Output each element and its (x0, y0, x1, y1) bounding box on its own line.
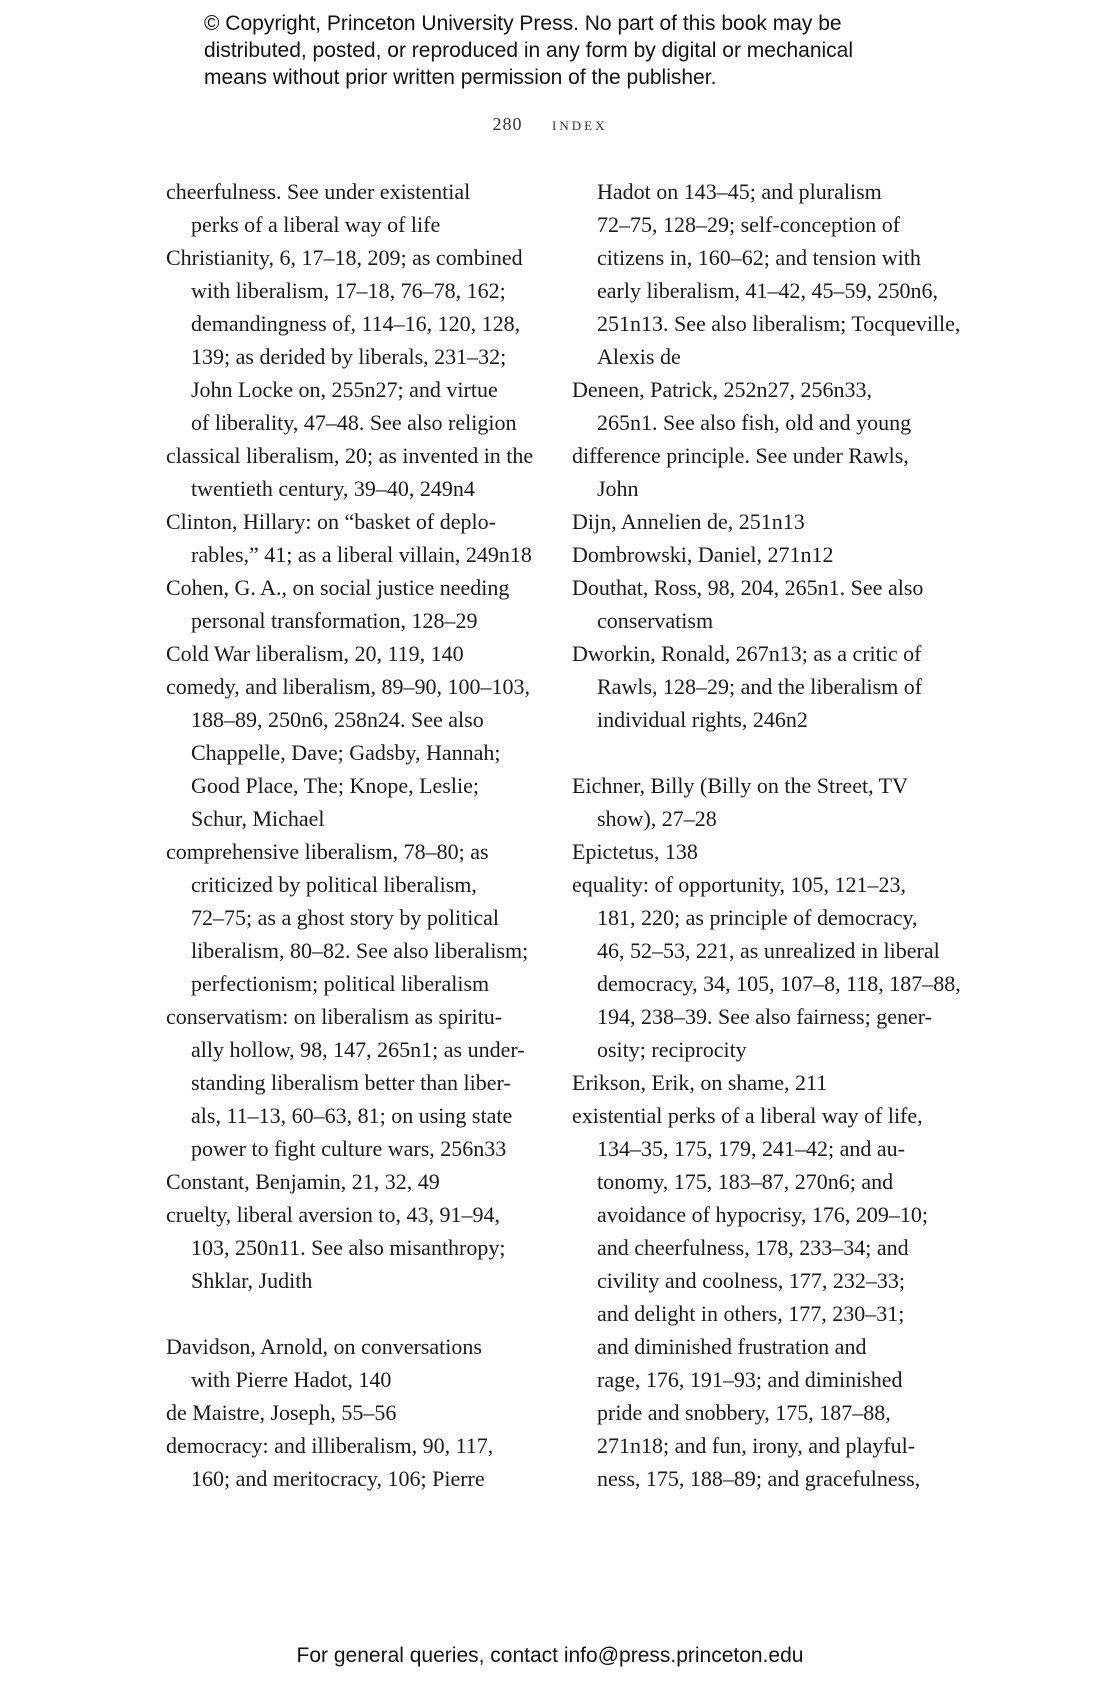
index-entry-continuation: with liberalism, 17–18, 76–78, 162; (191, 278, 506, 303)
index-entry: Erikson, Erik, on shame, 211 (572, 1070, 828, 1095)
section-gap (166, 1297, 538, 1330)
index-entry: classical liberalism, 20; as invented in the (166, 443, 534, 468)
page-number: 280 (492, 114, 523, 134)
index-entry-continuation: standing liberalism better than liber- (191, 1070, 511, 1095)
index-entry: conservatism: on liberalism as spiritu- (166, 1004, 503, 1029)
index-entry-continuation: 194, 238–39. See also fairness; gener- (597, 1004, 932, 1029)
index-entry-continuation: Alexis de (597, 344, 681, 369)
index-entry-continuation: perfectionism; political liberalism (191, 971, 490, 996)
index-entry: Douthat, Ross, 98, 204, 265n1. See also (572, 575, 924, 600)
index-entry: Constant, Benjamin, 21, 32, 49 (166, 1169, 440, 1194)
index-entry-continuation: 72–75; as a ghost story by political (191, 905, 499, 930)
index-entry-continuation: 271n18; and fun, irony, and playful- (597, 1433, 916, 1458)
index-entry-continuation: and diminished frustration and (597, 1334, 867, 1359)
index-entry: existential perks of a liberal way of life, (572, 1103, 923, 1128)
index-entry: Deneen, Patrick, 252n27, 256n33, (572, 377, 872, 402)
section-gap (572, 736, 944, 769)
index-entry-continuation: Rawls, 128–29; and the liberalism of (597, 674, 923, 699)
copyright-line: distributed, posted, or reproduced in any form by digital or mechanical (204, 39, 854, 62)
index-entry: Cohen, G. A., on social justice needing (166, 575, 510, 600)
index-entry-continuation: 103, 250n11. See also misanthropy; (191, 1235, 506, 1260)
index-entry-continuation: pride and snobbery, 175, 187–88, (597, 1400, 891, 1425)
index-entry-continuation: conservatism (597, 608, 714, 633)
index-entry-continuation: 251n13. See also liberalism; Tocqueville, (597, 311, 961, 336)
index-entry: difference principle. See under Rawls, (572, 443, 909, 468)
index-column-right (572, 175, 961, 1495)
index-entry: Dworkin, Ronald, 267n13; as a critic of (572, 641, 922, 666)
index-entry-continuation: tonomy, 175, 183–87, 270n6; and (597, 1169, 894, 1194)
index-entry-continuation: demandingness of, 114–16, 120, 128, (191, 311, 521, 336)
index-entry-continuation: Shklar, Judith (191, 1268, 313, 1293)
index-entry: cheerfulness. See under existential (166, 179, 471, 204)
index-entry-continuation: early liberalism, 41–42, 45–59, 250n6, (597, 278, 938, 303)
index-entry-continuation: 72–75, 128–29; self-conception of (597, 212, 901, 237)
index-entry-continuation: als, 11–13, 60–63, 81; on using state (191, 1103, 513, 1128)
index-entry-continuation: citizens in, 160–62; and tension with (597, 245, 921, 270)
index-entry-continuation: ness, 175, 188–89; and gracefulness, (597, 1466, 921, 1491)
index-entry-continuation: 139; as derided by liberals, 231–32; (191, 344, 507, 369)
index-entry-continuation: perks of a liberal way of life (191, 212, 441, 237)
index-entry-continuation: 160; and meritocracy, 106; Pierre (191, 1466, 485, 1491)
index-entry-continuation: ally hollow, 98, 147, 265n1; as under- (191, 1037, 525, 1062)
index-entry-continuation: Good Place, The; Knope, Leslie; (191, 773, 479, 798)
index-entry-continuation: rage, 176, 191–93; and diminished (597, 1367, 903, 1392)
index-entry-continuation: 181, 220; as principle of democracy, (597, 905, 918, 930)
index-entry: Epictetus, 138 (572, 839, 698, 864)
index-column-left (166, 175, 538, 1495)
index-entry-continuation: individual rights, 246n2 (597, 707, 808, 732)
index-entry-continuation: avoidance of hypocrisy, 176, 209–10; (597, 1202, 928, 1227)
copyright-line: © Copyright, Princeton University Press. No part of this book may be (204, 12, 842, 35)
index-entry: democracy: and illiberalism, 90, 117, (166, 1433, 494, 1458)
copyright-notice (204, 10, 964, 91)
index-entry: cruelty, liberal aversion to, 43, 91–94, (166, 1202, 500, 1227)
index-entry-continuation: 188–89, 250n6, 258n24. See also (191, 707, 484, 732)
index-entry: Christianity, 6, 17–18, 209; as combined (166, 245, 523, 270)
index-entry-continuation: civility and coolness, 177, 232–33; (597, 1268, 905, 1293)
index-entry-continuation: John Locke on, 255n27; and virtue (191, 377, 498, 402)
index-entry: equality: of opportunity, 105, 121–23, (572, 872, 907, 897)
index-entry-continuation: Hadot on 143–45; and pluralism (597, 179, 882, 204)
index-entry-continuation: and delight in others, 177, 230–31; (597, 1301, 905, 1326)
copyright-line: means without prior written permission of the publisher. (204, 66, 717, 89)
index-entry-continuation: osity; reciprocity (597, 1037, 747, 1062)
index-entry-continuation: John (597, 476, 639, 501)
index-entry: Eichner, Billy (Billy on the Street, TV (572, 773, 908, 798)
index-entry-continuation: with Pierre Hadot, 140 (191, 1367, 392, 1392)
index-entry-continuation: power to fight culture wars, 256n33 (191, 1136, 507, 1161)
index-entry-continuation: 46, 52–53, 221, as unrealized in liberal (597, 938, 940, 963)
index-entry-continuation: Schur, Michael (191, 806, 325, 831)
index-entry-continuation: and cheerfulness, 178, 233–34; and (597, 1235, 909, 1260)
index-entry: comedy, and liberalism, 89–90, 100–103, (166, 674, 530, 699)
running-head (0, 114, 1100, 135)
index-entry-continuation: criticized by political liberalism, (191, 872, 477, 897)
index-entry-continuation: rables,” 41; as a liberal villain, 249n18 (191, 542, 532, 567)
index-entry-continuation: 265n1. See also fish, old and young (597, 410, 912, 435)
index-entry-continuation: of liberality, 47–48. See also religion (191, 410, 517, 435)
index-entry: Clinton, Hillary: on “basket of deplo- (166, 509, 496, 534)
index-entry-continuation: show), 27–28 (597, 806, 717, 831)
index-entry: Cold War liberalism, 20, 119, 140 (166, 641, 464, 666)
footer-contact: For general queries, contact info@press.princeton.edu (296, 1644, 804, 1667)
index-entry: comprehensive liberalism, 78–80; as (166, 839, 489, 864)
section-title: index (552, 114, 608, 134)
index-entry: de Maistre, Joseph, 55–56 (166, 1400, 397, 1425)
index-entry-continuation: 134–35, 175, 179, 241–42; and au- (597, 1136, 905, 1161)
index-entry-continuation: Chappelle, Dave; Gadsby, Hannah; (191, 740, 501, 765)
index-entry-continuation: twentieth century, 39–40, 249n4 (191, 476, 475, 501)
index-entry: Davidson, Arnold, on conversations (166, 1334, 482, 1359)
index-entry-continuation: democracy, 34, 105, 107–8, 118, 187–88, (597, 971, 961, 996)
index-entry: Dijn, Annelien de, 251n13 (572, 509, 805, 534)
index-entry-continuation: liberalism, 80–82. See also liberalism; (191, 938, 529, 963)
index-entry-continuation: personal transformation, 128–29 (191, 608, 478, 633)
index-entry: Dombrowski, Daniel, 271n12 (572, 542, 834, 567)
